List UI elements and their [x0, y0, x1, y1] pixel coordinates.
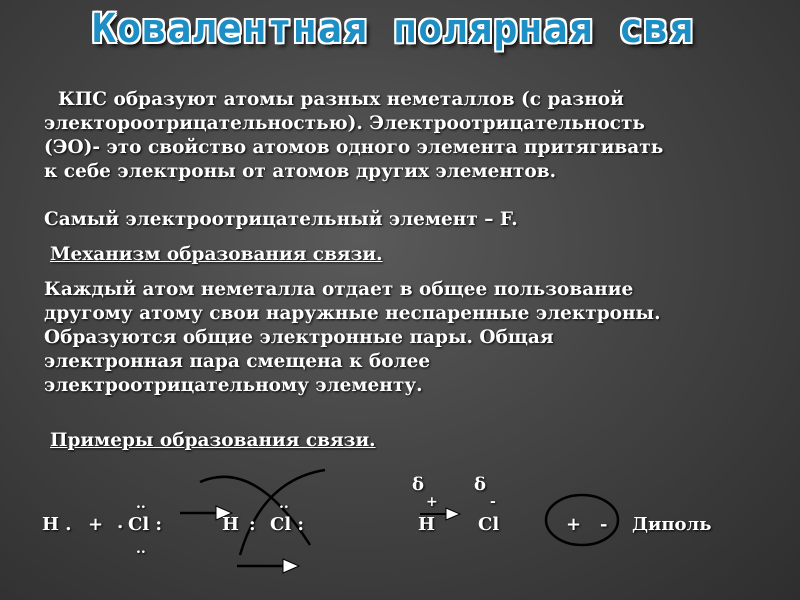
p4-line-1: Каждый атом неметалла отдает в общее пользование	[44, 279, 634, 300]
dipole-minus: -	[600, 514, 608, 535]
p1-line-2: электороотрицательностью). Электроотрицательность	[44, 113, 645, 134]
formula-h-polar: H	[418, 514, 436, 535]
p1-line-1: КПС образуют атомы разных неметаллов (с разной	[58, 89, 624, 110]
dipole-label: Диполь	[632, 514, 712, 535]
formula-cl-bottom-dots: ..	[136, 541, 146, 557]
formula-plus: +	[88, 514, 104, 535]
p4-line-3: Образуются общие электронные пары. Общая	[44, 327, 554, 348]
formula-cl-atom: Cl :	[128, 514, 163, 535]
slide-title: Ковалентная полярная свя	[92, 6, 694, 52]
formula-delta-minus: δ	[474, 474, 487, 495]
p4-line-2: другому атому свои наружные неспаренные электроны.	[44, 303, 661, 324]
formula-h-bonded: H	[222, 514, 240, 535]
formula-electron-dot: .	[117, 512, 124, 533]
formula-partial-minus: -	[490, 494, 496, 510]
formula-partial-plus: +	[426, 494, 438, 510]
dipole-plus: +	[566, 514, 582, 535]
formula-cl-bonded: Cl :	[270, 514, 305, 535]
formula-shared-pair: :	[249, 514, 256, 535]
heading-examples: Примеры образования связи.	[50, 430, 376, 451]
p1-line-4: к себе электроны от атомов других элементов.	[44, 161, 557, 182]
p4-line-4: электронная пара смещена к более	[44, 351, 431, 372]
formula-cl-top-dots: ..	[136, 496, 146, 512]
formula-cl2-top-dots: ..	[279, 496, 289, 512]
paragraph-fluorine: Самый электроотрицательный элемент – F.	[44, 209, 518, 230]
heading-mechanism: Механизм образования связи.	[50, 244, 383, 265]
formula-h-dot: H .	[42, 514, 72, 535]
formula-delta-plus: δ	[412, 474, 425, 495]
p4-line-5: электроотрицательному элементу.	[44, 375, 423, 396]
p1-line-3: (ЭО)- это свойство атомов одного элемента притягивать	[44, 137, 664, 158]
formula-cl-polar: Cl	[478, 514, 500, 535]
